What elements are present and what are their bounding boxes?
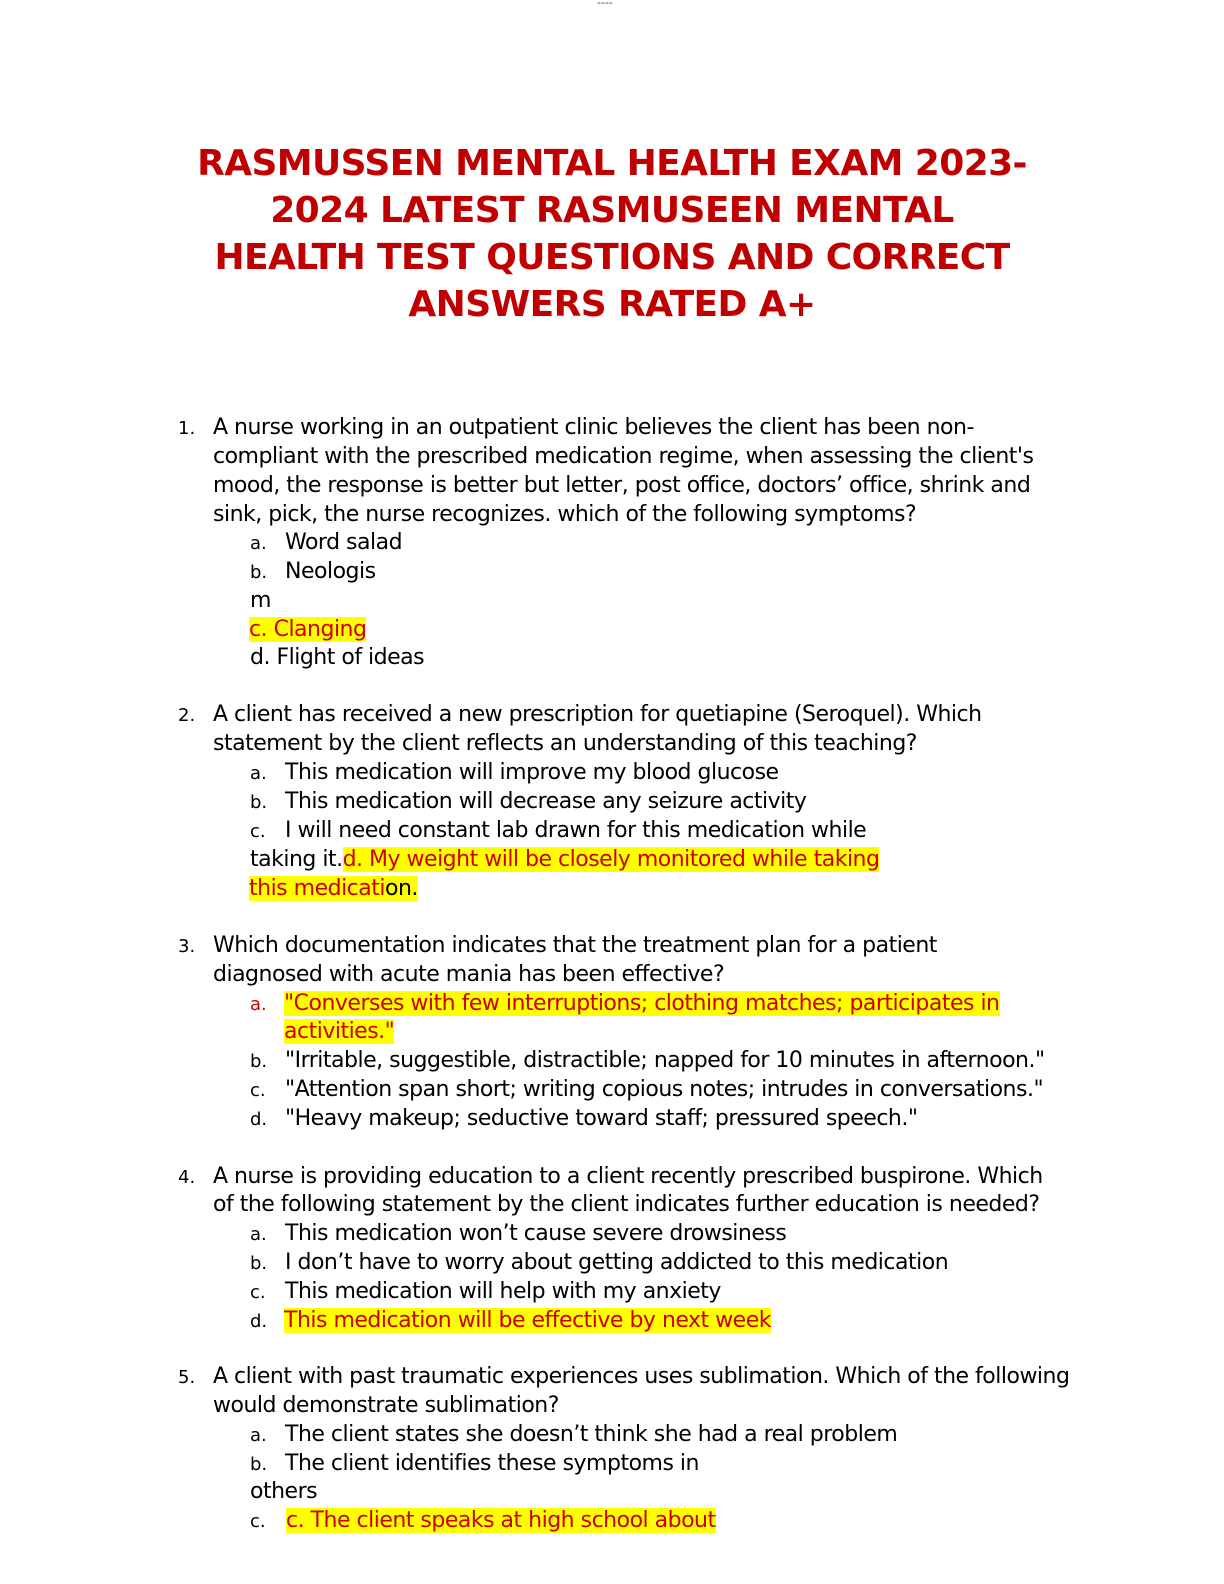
question-stem-line: sink, pick, the nurse recognizes. which of the following symptoms?: [213, 502, 917, 527]
option-a-wrap: [284, 1017, 394, 1046]
title-line: HEALTH TEST QUESTIONS AND CORRECT: [214, 237, 1010, 278]
question-stem-line: A nurse working in an outpatient clinic believes the client has been non-: [213, 415, 974, 440]
option-letter: c.: [250, 1080, 266, 1101]
option-b: Neologis: [285, 559, 376, 584]
question-stem-line: of the following statement by the client indicates further education is needed?: [213, 1192, 1040, 1217]
question-stem-line: A nurse is providing education to a client recently prescribed buspirone. Which: [213, 1164, 1043, 1189]
answer-highlight: c. The client speaks at high school about: [286, 1508, 716, 1533]
option-letter: a.: [250, 994, 267, 1015]
question-number: 1.: [178, 418, 196, 439]
option-c-wrap: taking it.: [250, 847, 343, 872]
option-letter: b.: [250, 1051, 268, 1072]
page-header-mark: ----: [597, 0, 613, 9]
question-number: 3.: [178, 936, 196, 957]
title-line: ANSWERS RATED A+: [408, 284, 816, 325]
title-line: RASMUSSEN MENTAL HEALTH EXAM 2023-: [197, 143, 1027, 184]
question-stem-line: Which documentation indicates that the treatment plan for a patient: [213, 933, 937, 958]
option-a: This medication will improve my blood glucose: [285, 760, 779, 785]
option-letter: d.: [250, 1109, 268, 1130]
option-a: Word salad: [285, 530, 403, 555]
option-c: I will need constant lab drawn for this medication while: [285, 818, 867, 843]
answer-highlight: "Converses with few interruptions; clothing matches; participates in: [284, 991, 1000, 1016]
option-a-correct: [284, 989, 1000, 1018]
answer-highlight: this medicati: [249, 876, 385, 901]
question-number: 5.: [178, 1367, 196, 1388]
option-b: The client identifies these symptoms in: [285, 1451, 699, 1476]
option-d: "Heavy makeup; seductive toward staff; pressured speech.": [285, 1106, 918, 1131]
question-number: 4.: [178, 1167, 196, 1188]
option-c: This medication will help with my anxiety: [285, 1279, 721, 1304]
question-stem-line: mood, the response is better but letter, post office, doctors’ office, shrink and: [213, 473, 1031, 498]
option-letter: d.: [250, 1311, 268, 1332]
option-b: This medication will decrease any seizure activity: [285, 789, 807, 814]
option-letter: b.: [250, 1253, 268, 1274]
option-d-wrap: [249, 874, 418, 903]
option-letter: c.: [250, 1282, 266, 1303]
answer-highlight: This medication will be effective by next week: [284, 1308, 771, 1333]
option-d: d. Flight of ideas: [250, 645, 425, 670]
option-letter: c.: [250, 1511, 266, 1532]
document-title: [170, 140, 1054, 328]
answer-highlight: c. Clanging: [249, 617, 367, 642]
option-b: "Irritable, suggestible, distractible; napped for 10 minutes in afternoon.": [285, 1048, 1045, 1073]
option-a: This medication won’t cause severe drowsiness: [285, 1221, 787, 1246]
option-letter: a.: [250, 763, 267, 784]
option-c-wrap-with-d: [250, 845, 879, 874]
option-letter: c.: [250, 821, 266, 842]
option-letter: a.: [250, 1224, 267, 1245]
option-letter: a.: [250, 533, 267, 554]
answer-highlight: activities.": [284, 1019, 395, 1044]
option-letter: b.: [250, 792, 268, 813]
answer-highlight-tail: on.: [385, 876, 418, 901]
option-c: "Attention span short; writing copious notes; intrudes in conversations.": [285, 1077, 1044, 1102]
option-a: The client states she doesn’t think she had a real problem: [285, 1422, 898, 1447]
option-b-wrap: others: [250, 1479, 318, 1504]
option-b-wrap: m: [250, 588, 271, 613]
title-line: 2024 LATEST RASMUSEEN MENTAL: [270, 190, 954, 231]
question-stem-line: would demonstrate sublimation?: [213, 1393, 559, 1418]
question-stem-line: statement by the client reflects an understanding of this teaching?: [213, 731, 917, 756]
option-d-correct: [284, 1306, 771, 1335]
option-letter: b.: [250, 562, 268, 583]
option-b: I don’t have to worry about getting addicted to this medication: [285, 1250, 949, 1275]
question-stem-line: compliant with the prescribed medication regime, when assessing the client's: [213, 444, 1034, 469]
option-c-correct: [286, 1506, 716, 1535]
answer-highlight: d. My weight will be closely monitored while taking: [342, 847, 880, 872]
question-stem-line: A client with past traumatic experiences uses sublimation. Which of the following: [213, 1364, 1070, 1389]
question-stem-line: diagnosed with acute mania has been effective?: [213, 962, 725, 987]
option-letter: a.: [250, 1425, 267, 1446]
option-c-correct: [249, 615, 366, 644]
option-letter: b.: [250, 1454, 268, 1475]
question-stem-line: A client has received a new prescription for quetiapine (Seroquel). Which: [213, 702, 982, 727]
question-number: 2.: [178, 705, 196, 726]
